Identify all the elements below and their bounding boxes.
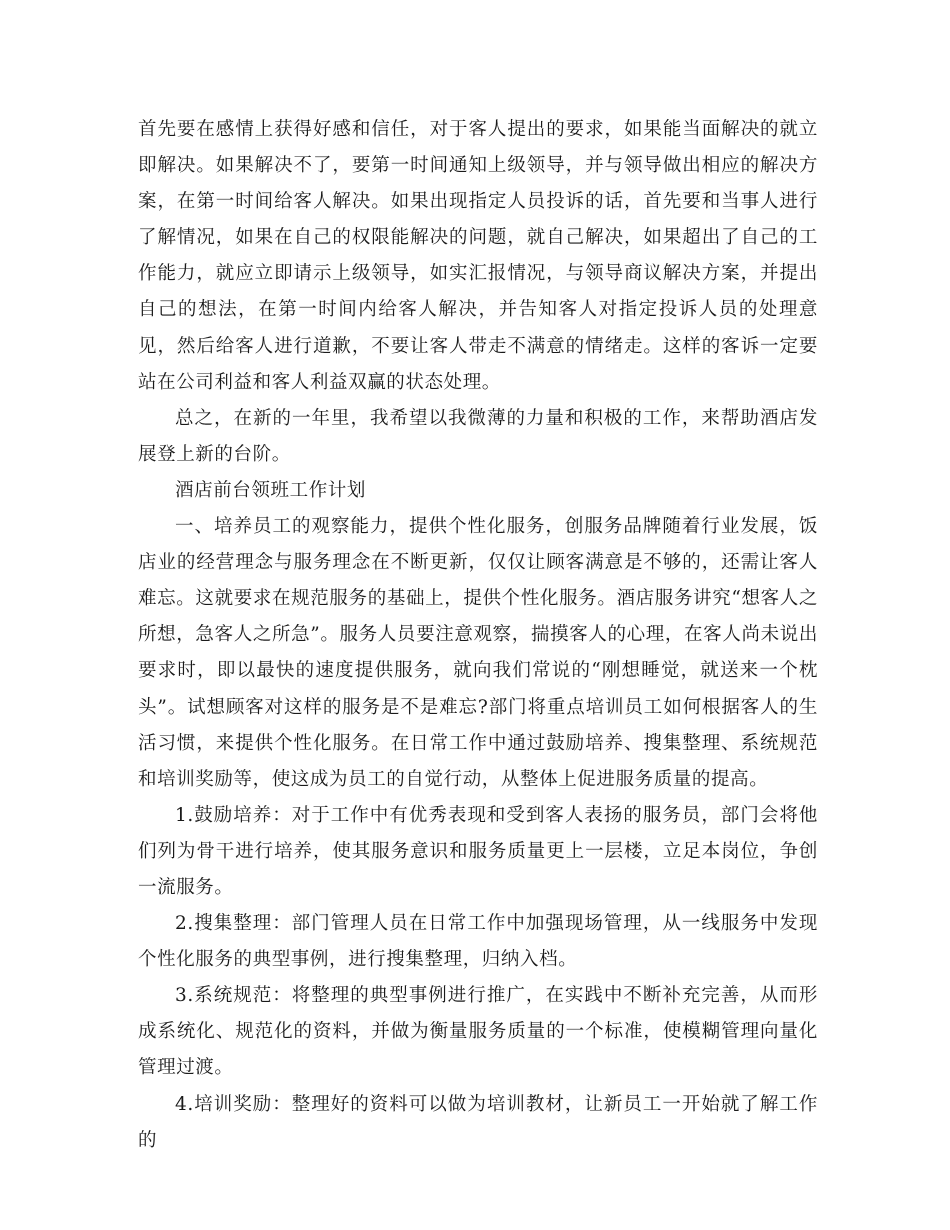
list-item-encourage: 1.鼓励培养：对于工作中有优秀表现和受到客人表扬的服务员，部门会将他们列为骨干进行培养，使其服务意识和服务质量更上一层楼，立足本岗位，争创一流服务。 — [138, 804, 818, 898]
paragraph-personalized-service: 一、培养员工的观察能力，提供个性化服务，创服务品牌随着行业发展，饭店业的经营理念与服务理念在不断更新，仅仅让顾客满意是不够的，还需让客人难忘。这就要求在规范服务的基础上，提供个性化服务。酒店服务讲究“想客人之所想，急客人之所急”。服务人员要注意观察，揣摸客人的心理，在客人尚未说出要求时，即以最快的速度提供服务，就向我们常说的“刚想睡觉，就送来一个枕头”。试想顾客对这样的服务是不是难忘?部门将重点培训员工如何根据客人的生活习惯，来提供个性化服务。在日常工作中通过鼓励培养、搜集整理、系统规范和培训奖励等，使这成为员工的自觉行动，从整体上促进服务质量的提高。 — [138, 516, 818, 790]
paragraph-complaint-handling: 首先要在感情上获得好感和信任，对于客人提出的要求，如果能当面解决的就立即解决。如果解决不了，要第一时间通知上级领导，并与领导做出相应的解决方案，在第一时间给客人解决。如果出现指定人员投诉的话，首先要和当事人进行了解情况，如果在自己的权限能解决的问题，就自己解决，如果超出了自己的工作能力，就应立即请示上级领导，如实汇报情况，与领导商议解决方案，并提出自己的想法，在第一时间内给客人解决，并告知客人对指定投诉人员的处理意见，然后给客人进行道歉，不要让客人带走不满意的情绪走。这样的客诉一定要站在公司利益和客人利益双赢的状态处理。 — [138, 119, 818, 393]
list-item-collect: 2.搜集整理：部门管理人员在日常工作中加强现场管理，从一线服务中发现个性化服务的典型事例，进行搜集整理，归纳入档。 — [138, 913, 818, 971]
list-item-standardize: 3.系统规范：将整理的典型事例进行推广，在实践中不断补充完善，从而形成系统化、规范化的资料，并做为衡量服务质量的一个标准，使模糊管理向量化管理过渡。 — [138, 985, 818, 1079]
document-body — [138, 112, 818, 1159]
section-heading: 酒店前台领班工作计划 — [175, 479, 367, 501]
paragraph-conclusion: 总之，在新的一年里，我希望以我微薄的力量和积极的工作，来帮助酒店发展登上新的台阶。 — [138, 407, 818, 465]
list-item-training: 4.培训奖励：整理好的资料可以做为培训教材，让新员工一开始就了解工作的 — [138, 1093, 818, 1151]
